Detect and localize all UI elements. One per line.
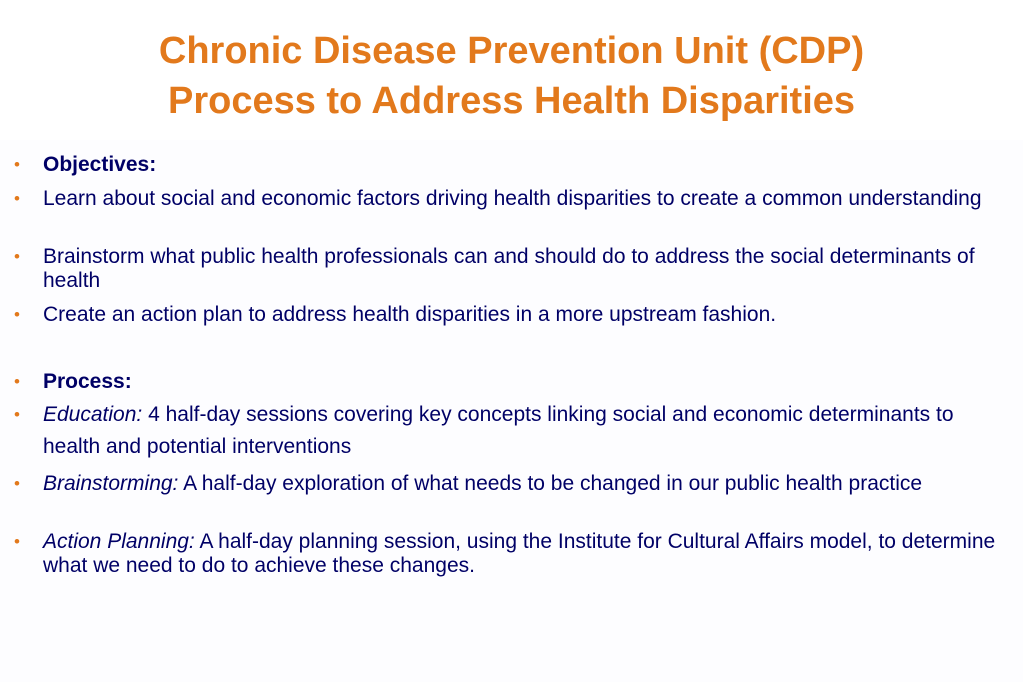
- brainstorming-label: Brainstorming:: [43, 472, 179, 495]
- bullet-dot: •: [14, 532, 20, 551]
- title-line-1: Chronic Disease Prevention Unit (CDP): [158, 30, 865, 72]
- slide-title: [0, 26, 1023, 126]
- title-line-2: Process to Address Health Disparities: [167, 80, 856, 122]
- education-label: Education:: [43, 403, 143, 426]
- objectives-heading: Objectives:: [43, 153, 157, 176]
- action-planning-item: [43, 530, 1008, 578]
- bullet-dot: •: [14, 372, 20, 391]
- education-item: [43, 399, 1008, 463]
- objective-2-text: Brainstorm what public health professionals can and should do to address the social determinants of health: [43, 245, 975, 292]
- bullet-dot: •: [14, 474, 20, 493]
- bullet-dot: •: [14, 247, 20, 266]
- bullet-dot: •: [14, 305, 20, 324]
- bullet-dot: •: [14, 405, 20, 424]
- action-planning-text: A half-day planning session, using the Institute for Cultural Affairs model, to determine what we need to do to achieve these changes.: [43, 530, 996, 577]
- education-text: 4 half-day sessions covering key concepts linking social and economic determinants to health and potential interventions: [43, 403, 954, 458]
- objective-1-text: Learn about social and economic factors driving health disparities to create a common understanding: [43, 187, 982, 210]
- objective-3-text: Create an action plan to address health disparities in a more upstream fashion.: [43, 303, 777, 326]
- bullet-dot: •: [14, 155, 20, 174]
- process-heading: Process:: [43, 370, 132, 393]
- bullet-dot: •: [14, 189, 20, 208]
- brainstorming-item: [43, 472, 1008, 496]
- action-planning-label: Action Planning:: [43, 530, 195, 553]
- brainstorming-text: A half-day exploration of what needs to be changed in our public health practice: [178, 472, 923, 495]
